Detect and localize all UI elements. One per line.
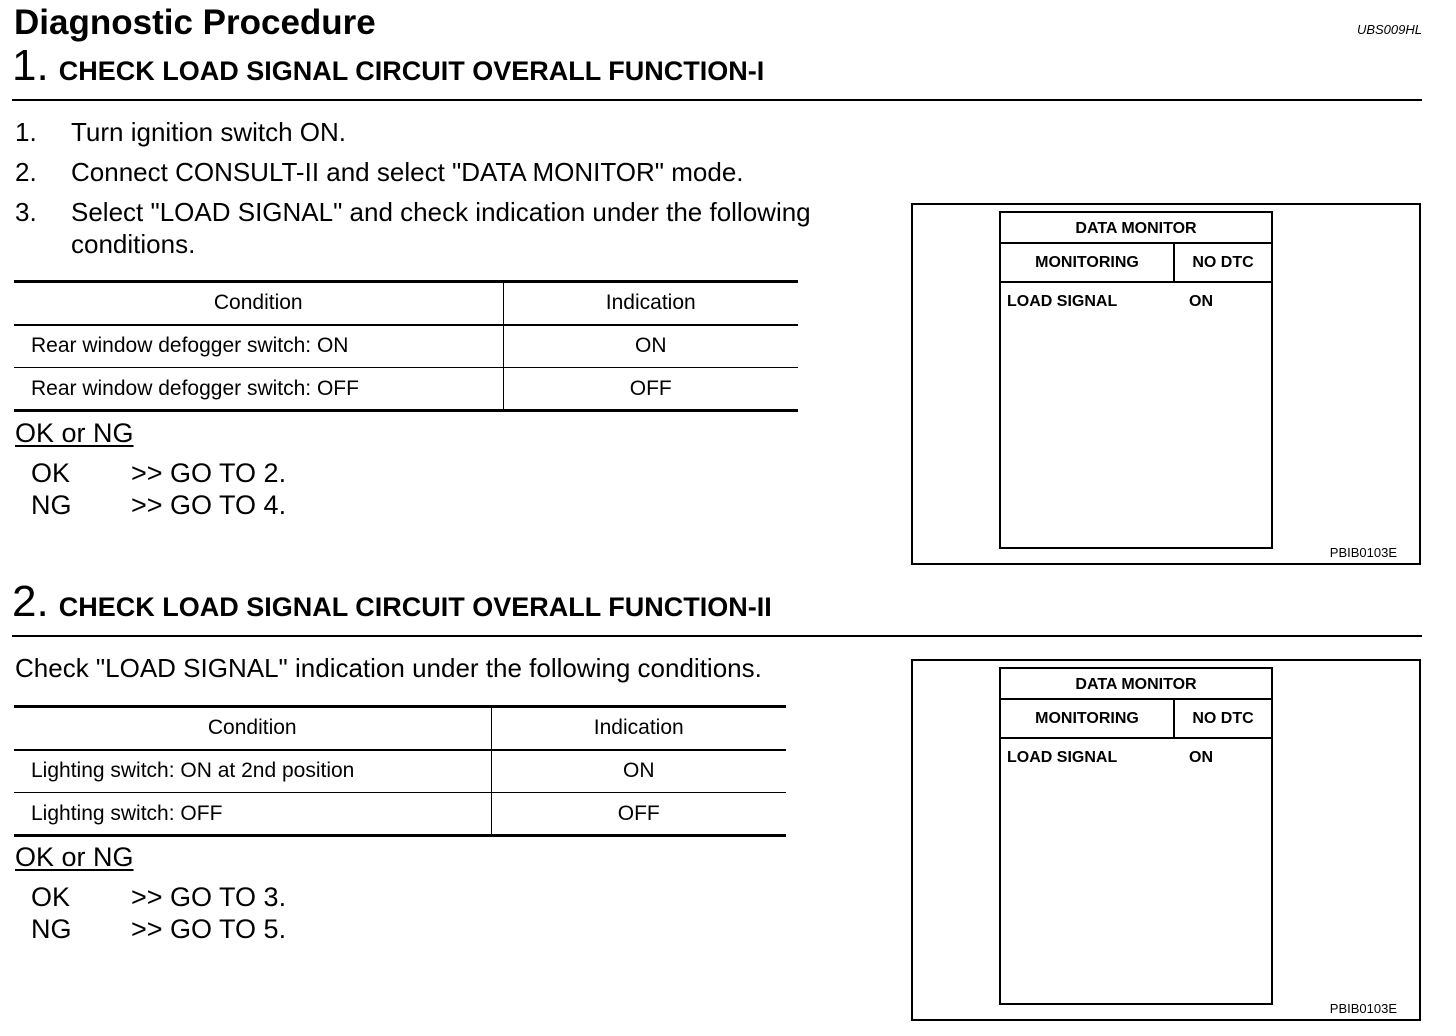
- section-number: 1.: [12, 41, 49, 90]
- step-text: Turn ignition switch ON.: [71, 117, 347, 147]
- instruction-text: Check "LOAD SIGNAL" indication under the following conditions.: [15, 653, 762, 683]
- result-key: NG: [31, 914, 72, 944]
- table-row: [14, 325, 798, 368]
- no-dtc-label: NO DTC: [1192, 254, 1254, 271]
- step-item: [15, 196, 905, 260]
- data-monitor-figure: [911, 203, 1421, 565]
- section-heading: [12, 41, 765, 90]
- condition-table: [14, 705, 786, 837]
- table-row: [14, 793, 786, 836]
- step-number: 3.: [15, 197, 37, 227]
- step-item: [15, 116, 905, 148]
- monitor-title: DATA MONITOR: [1001, 669, 1271, 700]
- step-item: [15, 156, 905, 188]
- condition-table: [14, 280, 798, 412]
- ng-result: [31, 914, 286, 945]
- section-heading: [12, 577, 772, 626]
- table-header-row: [14, 707, 786, 750]
- result-action: >> GO TO 2.: [131, 458, 287, 488]
- result-key: NG: [31, 490, 72, 520]
- monitor-item-value: ON: [1189, 293, 1213, 310]
- condition-cell: Lighting switch: ON at 2nd position: [14, 750, 491, 793]
- step-number: 2.: [15, 157, 37, 187]
- document-code: UBS009HL: [1356, 22, 1422, 37]
- condition-cell: Lighting switch: OFF: [14, 793, 491, 836]
- section-number: 2.: [12, 577, 49, 626]
- monitor-status-row: [1001, 700, 1271, 739]
- section-divider: [12, 99, 1422, 101]
- data-monitor-screen: [999, 667, 1273, 1005]
- ok-ng-title: OK or NG: [15, 842, 134, 872]
- figure-id: PBIB0103E: [1329, 1001, 1397, 1016]
- monitor-title: DATA MONITOR: [1001, 213, 1271, 244]
- monitoring-label: MONITORING: [1001, 244, 1175, 281]
- monitoring-label: MONITORING: [1001, 700, 1175, 737]
- condition-cell: Rear window defogger switch: OFF: [14, 368, 503, 411]
- result-action: >> GO TO 5.: [131, 914, 287, 944]
- column-header-indication: Indication: [503, 282, 798, 325]
- condition-cell: Rear window defogger switch: ON: [14, 325, 503, 368]
- indication-cell: ON: [503, 325, 798, 368]
- step-text: Connect CONSULT-II and select "DATA MONITOR" mode.: [71, 157, 744, 187]
- monitor-status-row: [1001, 244, 1271, 283]
- data-monitor-screen: [999, 211, 1273, 549]
- step-number: 1.: [15, 117, 37, 147]
- section-divider: [12, 635, 1422, 637]
- table-header-row: [14, 282, 798, 325]
- section-title: CHECK LOAD SIGNAL CIRCUIT OVERALL FUNCTION-I: [58, 56, 765, 86]
- figure-id: PBIB0103E: [1329, 545, 1397, 560]
- step-text: Select "LOAD SIGNAL" and check indication under the following conditions.: [71, 197, 811, 259]
- monitor-item-value: ON: [1189, 749, 1213, 766]
- section-title: CHECK LOAD SIGNAL CIRCUIT OVERALL FUNCTION-II: [58, 592, 772, 622]
- table-row: [14, 750, 786, 793]
- page-title: Diagnostic Procedure: [14, 3, 376, 42]
- indication-cell: OFF: [491, 793, 786, 836]
- result-action: >> GO TO 3.: [131, 882, 287, 912]
- ok-ng-title: OK or NG: [15, 418, 134, 448]
- indication-cell: ON: [491, 750, 786, 793]
- result-key: OK: [31, 882, 71, 912]
- indication-cell: OFF: [503, 368, 798, 411]
- ok-result: [31, 458, 286, 489]
- result-action: >> GO TO 4.: [131, 490, 287, 520]
- ng-result: [31, 490, 286, 521]
- column-header-condition: Condition: [14, 707, 491, 750]
- data-monitor-figure: [911, 659, 1421, 1021]
- result-key: OK: [31, 458, 71, 488]
- step-list: [15, 116, 905, 268]
- ok-result: [31, 882, 286, 913]
- table-row: [14, 368, 798, 411]
- monitor-item-name: LOAD SIGNAL: [1007, 293, 1118, 310]
- column-header-condition: Condition: [14, 282, 503, 325]
- monitor-item-name: LOAD SIGNAL: [1007, 749, 1118, 766]
- no-dtc-label: NO DTC: [1192, 710, 1254, 727]
- column-header-indication: Indication: [491, 707, 786, 750]
